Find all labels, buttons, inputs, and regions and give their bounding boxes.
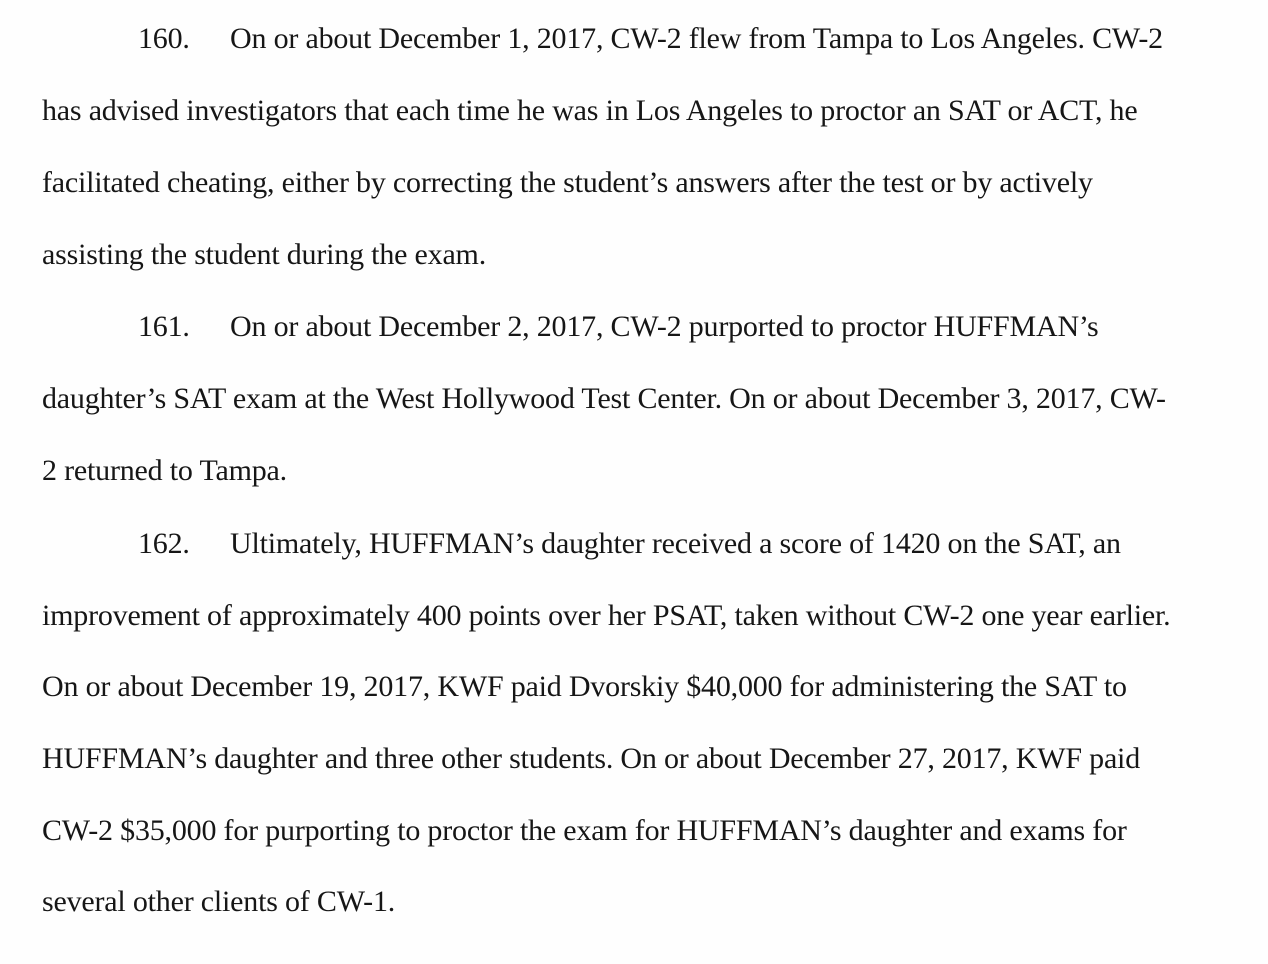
paragraph-text-line: daughter’s SAT exam at the West Hollywood Test Center. On or about December 3, 2017, CW- (42, 382, 1166, 415)
paragraph-text-line: On or about December 1, 2017, CW-2 flew from Tampa to Los Angeles. CW-2 (230, 22, 1163, 55)
paragraph-text-line: CW-2 $35,000 for purporting to proctor the exam for HUFFMAN’s daughter and exams for (42, 814, 1127, 847)
paragraph-text-line: On or about December 2, 2017, CW-2 purported to proctor HUFFMAN’s (230, 310, 1099, 343)
paragraph-number: 162. (138, 527, 190, 560)
paragraph-text-line: 2 returned to Tampa. (42, 454, 287, 487)
paragraph-text-line: several other clients of CW-1. (42, 885, 396, 918)
paragraph-text-line: has advised investigators that each time he was in Los Angeles to proctor an SAT or ACT, he (42, 94, 1138, 127)
paragraph-text-line: facilitated cheating, either by correcting the student’s answers after the test or by actively (42, 166, 1093, 199)
paragraph-text-line: On or about December 19, 2017, KWF paid Dvorskiy $40,000 for administering the SAT to (42, 670, 1127, 703)
paragraph-text-line: HUFFMAN’s daughter and three other students. On or about December 27, 2017, KWF paid (42, 742, 1140, 775)
paragraph-text-line: improvement of approximately 400 points over her PSAT, taken without CW-2 one year earlier. (42, 599, 1171, 632)
paragraph-160-first-line (138, 22, 1163, 56)
paragraph-text-line: assisting the student during the exam. (42, 238, 486, 271)
paragraph-number: 161. (138, 310, 190, 343)
paragraph-162-first-line (138, 527, 1121, 561)
paragraph-161-first-line (138, 310, 1099, 344)
paragraph-text-line: Ultimately, HUFFMAN’s daughter received a score of 1420 on the SAT, an (230, 527, 1121, 560)
paragraph-number: 160. (138, 22, 190, 55)
